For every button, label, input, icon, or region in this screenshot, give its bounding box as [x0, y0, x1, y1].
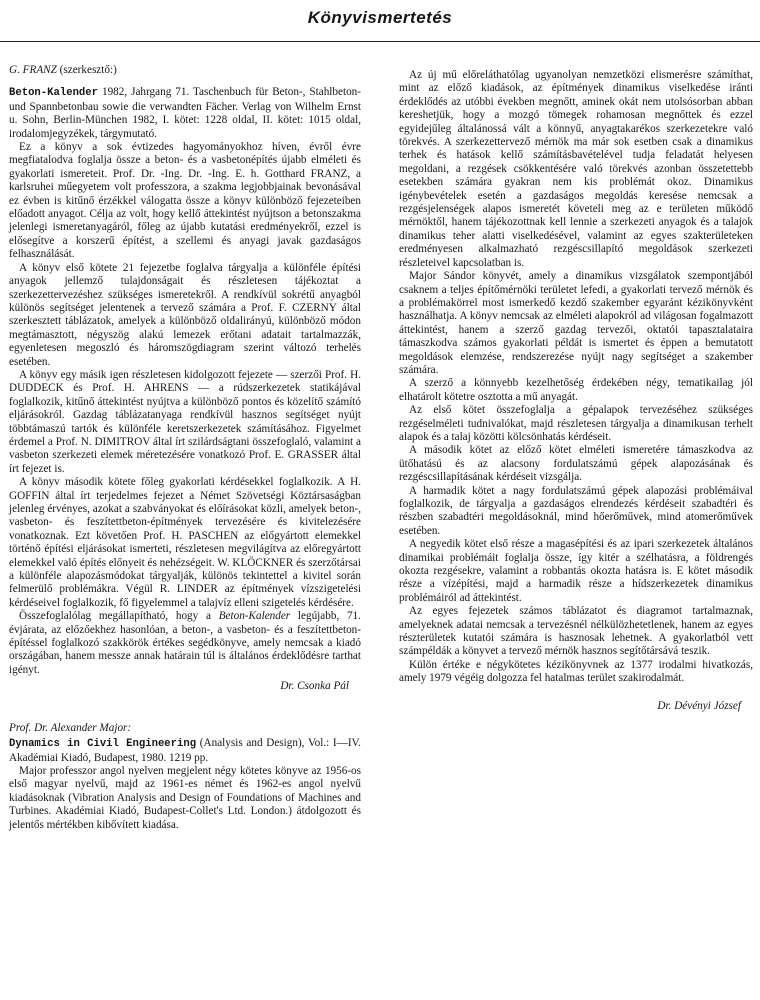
review1-paragraph-1: Ez a könyv a sok évtizedes hagyományokhoz híven, évről évre megfiatalodva foglalja össze a beton- és a vasbetonépítés újabb elméleti és gyakorlati ismereteit. Prof. Dr. -Ing. Dr. -Ing. E. h. Gotthard FRANZ, a karlsruhei műegyetem volt professzora, a szakma legjobbjainak bevonásával ez évben is kitűnő érzékkel válogatta össze a könyv különböző fejezeteiben előadott anyagot. Célja az volt, hogy kellő áttekintést nyújtson a betonszakma jelenlegi ismeretanyagáról, főleg az újabb kutatási eredményekről, ezzel is elősegítve a korszerű építést, a szellemi és anyagi javak gazdaságos felhasználását. — [9, 141, 361, 261]
review1-paragraph-4: A könyv második kötete főleg gyakorlati kérdésekkel foglalkozik. A H. GOFFIN által írt terjedelmes fejezet a Német Szövetségi Köztársaságban jelenleg érvényes, azokat a szabványokat és előírásokat közli, amelyek beton-, vasbeton- és feszítettbeton-építmények tervezésére és kivitelezésére vonatkoznak. Ezt követően Prof. H. PASCHEN az előgyártott elemekkel történő építési eljárásokat ismerteti, részletesen megvilágítva az előregyártott elemekkel való építés előnyeit és nehézségeit. W. KLÖCKNER és szerzőtársai a különféle alapozásmódokat tárgyalják, különös tekintettel a kivitel során felmerülő problémákra. Végül R. LINDER az építmények vízszigetelési kérdéseivel foglalkozik, fő figyelemmel a talajvíz elleni szigetelés kérdésére. — [9, 476, 361, 609]
review1-p5-post: legújabb, 71. évjárata, az előzőekhez hasonlóan, a beton-, a vasbeton- és a feszítettbeton-építéssel foglalkozó szakkörök értékes segédkönyve, amely nemcsak a kiadó országában, hanem messze annak határain túl is általános érdeklődésre tarthat igényt. — [9, 610, 361, 676]
review2-paragraph-2: Az új mű előreláthatólag ugyanolyan nemzetközi elismerésre számíthat, mint az előző kiadások, az építmények dinamikus viselkedése iránti érdeklődés az utóbbi években megnőtt, aminek okát nem utolsósorban abban kereshetjük, hogy a mozgó tömegek rohamosan megnőttek és ezzel egyidejűleg általánossá vált a könnyű, anyagtakarékos szerkezetekre való törekvés. A szerkezettervező mérnök ma már sok esetben csak a dinamikus terhek és hatások kellő számításbavételével tudja feladatát helyesen megoldani, a rezgések csökkentésére való törekvés azonban összetettebb esetekben számára gyakran nem kis problémát okoz. Dinamikus igénybevételek esetén a gazdaságos megoldás keresése nemcsak a rezgésjelenségek alapos ismeretét követeli meg az e területen működő mérnöktől, hanem tájékozottnak kell lennie a szerkezeti anyagok és a talajok dinamikus teher alatti viselkedésével, valamint az egyes szakterületeken eredményesen alkalmazható rezgéscsillapító megoldások szerkezeti részleteivel kapcsolatban is. — [399, 69, 753, 269]
page-title: Könyvismertetés — [307, 8, 453, 27]
right-column — [399, 69, 753, 713]
review1-heading — [9, 64, 361, 77]
review2-paragraph-6: A második kötet az előző kötet elméleti ismeretére támaszkodva az ütőhatású és az alacsony fordulatszámú gépek alapozásának és rezgéscsillapításának kérdéseit vizsgálja. — [399, 444, 753, 484]
review2-paragraph-4: A szerző a könnyebb kezelhetőség érdekében négy, tematikailag jól elhatárolt kötetre osztotta a mű anyagát. — [399, 377, 753, 403]
review2-paragraph-8: A negyedik kötet első része a magasépítési és az ipari szerkezetek általános dinamikai problémáit foglalja össze, így kitér a szélhatásra, a földrengés okozta rezgésekre, valamint a robbantás okozta hatásra is. E kötet második része a vízépítési, majd a harmadik része a hídszerkezetek dinamikus problémáiról ad áttekintést. — [399, 538, 753, 604]
review2-paragraph-1: Major professzor angol nyelven megjelent négy kötetes könyve az 1956-os első magyar nyelvű, majd az 1961-es német és 1962-es angol nyelvű kiadásoknak (Vibration Analysis and Design of Foundations of Machines and Turbines. Akadémiai Kiadó, Budapest-Collet's Ltd. London.) átdolgozott és jelentős mértékben kibővített kiadása. — [9, 764, 361, 831]
review1-book-citation — [9, 86, 361, 141]
review1-signature: Dr. Csonka Pál — [280, 680, 349, 693]
review1-paragraph-5 — [9, 610, 361, 677]
review1-paragraph-2: A könyv első kötete 21 fejezetbe foglalva tárgyalja a különféle építési anyagok jellemző tulajdonságait és részletesen tájékoztat a szerkezettervezéshez szükséges ismeretekről. A rendkívül sokrétű anyagból különös segítséget jelentenek a tervező számára a Prof. F. CZERNY által szerkesztett táblázatok, amelyek a különböző oldalirányú, különböző módon megtámasztott, négyszög alakú lemezek erőtani adatait tartalmazzák, egyenletesen megoszló és háromszögdiagram szerint változó terhelés esetében. — [9, 261, 361, 368]
review1-p5-em: Beton-Kalender — [218, 610, 291, 623]
review-separator — [9, 694, 361, 722]
review2-book-title: Dynamics in Civil Engineering — [9, 738, 197, 751]
review2-paragraph-3: Major Sándor könyvét, amely a dinamikus vizsgálatok szempontjából csaknem a teljes építőmérnöki területet lefedi, a gyakorlati tervező mérnök és a problémakörrel most ismerkedő kezdő szakember egyaránt kézikönyvként használhatja. A könyv nemcsak az elméleti alapokról ad világosan fogalmazott áttekintést, hanem a szerző gazdag tervezői, oktatói tapasztalataira támaszkodva számos gyakorlati példát is ismertet és éppen a bemutatott megoldások elemzése, rendszerezése nyújt nagy segítséget a szakember számára. — [399, 270, 753, 376]
review1-book-info: 1982, Jahrgang 71. Taschenbuch für Beton-, Stahlbeton- und Spannbetonbau sowie die verwandten Fächer. Verlag von Wilhelm Ernst u. Sohn, Berlin-München 1982, I. kötet: 1228 oldal, II. kötet: 1015 oldal, irodalomjegyzékek, tárgymutató. — [9, 86, 361, 140]
review2-heading — [9, 722, 361, 735]
review2-paragraph-5: Az első kötet összefoglalja a gépalapok tervezéséhez szükséges rezgéselméleti tudnivalókat, majd részletesen tárgyalja a dinamikusan terhelt alapok és a talaj közötti kölcsönhatás kérdéseit. — [399, 404, 753, 443]
review2-book-citation — [9, 737, 361, 765]
review1-reviewer-role: (szerkesztő:) — [56, 64, 117, 76]
review2-reviewer: Prof. Dr. Alexander Major: — [9, 721, 132, 734]
review2-paragraph-7: A harmadik kötet a nagy fordulatszámú gépek alapozási problémáival foglalkozik, de tárgyalja a gazdaságos elrendezés kérdéseit szabadtéri és részben szabadtéri megoldásoknál, mind hőerőművek, mind atomerőművek esetében. — [399, 484, 753, 537]
review2-paragraph-10: Külön értéke e négykötetes kézikönyvnek az 1377 irodalmi hivatkozás, amely 1979 végéig dolgozza fel hatalmas terület szakirodalmát. — [399, 658, 753, 685]
review1-book-title: Beton-Kalender — [9, 87, 99, 100]
review1-paragraph-3: A könyv egy másik igen részletesen kidolgozott fejezete — szerzői Prof. H. DUDDECK és Prof. H. AHRENS — a rúdszerkezetek statikájával foglalkozik, kitűnő áttekintést nyújtva a különböző pontos és közelítő számító eljárásokról. Gazdag táblázatanyaga rendkívül hasznos segítséget nyújt többtámaszú tartók és különféle keretszerkezetek számításához. Figyelmet érdemel a Prof. N. DIMITROV által írt szilárdságtani összefoglaló, valamint a vasbeton szerkezeti elemek méretezésére vonatkozó Prof. E. GRASSER által írt fejezet is. — [9, 368, 361, 475]
review2-paragraph-9: Az egyes fejezetek számos táblázatot és diagramot tartalmaznak, amelyeknek adatai nemcsak a tervezésnél nélkülözhetetlenek, hanem az egyes részterületek kutatói számára is hasznosak lehetnek. A gyakorlatból vett számpéldák a könyvet a tervező mérnök hasznos segítőtársává teszik. — [399, 605, 753, 658]
review1-reviewer: G. FRANZ — [9, 64, 57, 76]
left-column — [9, 64, 361, 832]
header-rule — [0, 41, 760, 42]
review2-book-info: (Analysis and Design), Vol.: I—IV. Akadémiai Kiadó, Budapest, 1980. 1219 pp. — [9, 737, 361, 764]
review1-p5-pre: Összefoglalólag megállapítható, hogy a — [19, 610, 219, 623]
review2-signature: Dr. Dévényi József — [657, 699, 741, 712]
